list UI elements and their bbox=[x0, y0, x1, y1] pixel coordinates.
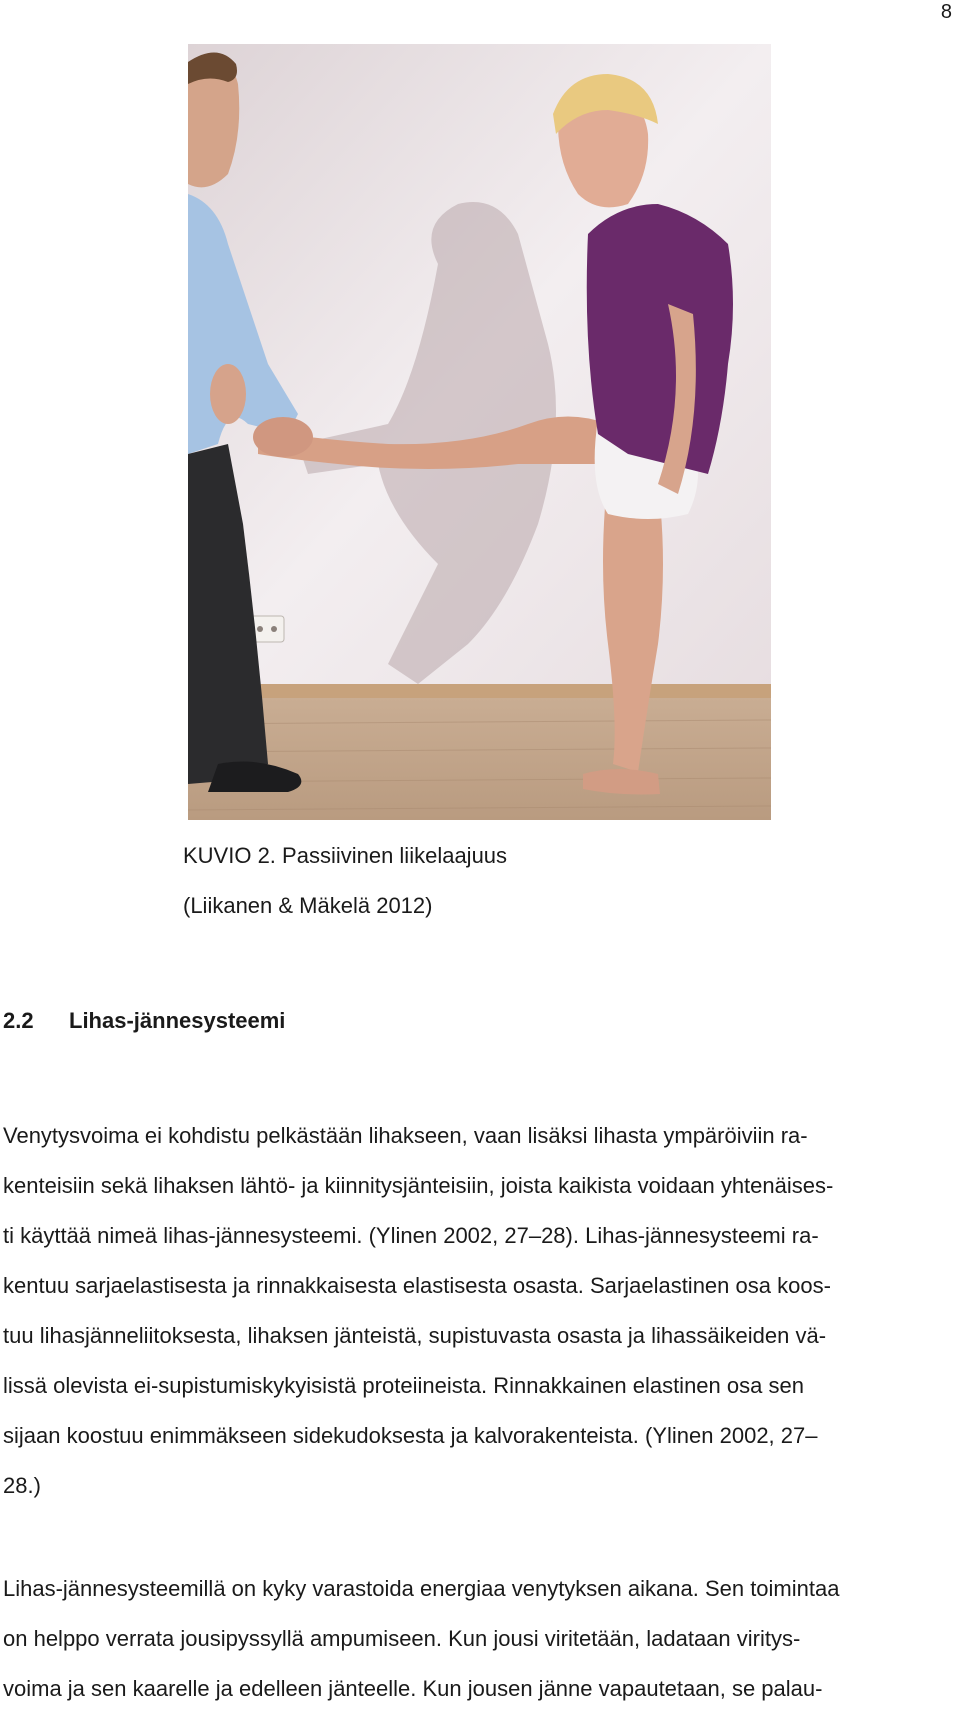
figure-caption-source: (Liikanen & Mäkelä 2012) bbox=[183, 893, 433, 918]
text-line: ti käyttää nimeä lihas-jännesysteemi. (Ylinen 2002, 27–28). Lihas-jännesysteemi ra- bbox=[3, 1223, 819, 1248]
page-number: 8 bbox=[940, 1, 952, 23]
text-line: on helppo verrata jousipyssyllä ampumiseen. Kun jousi viritetään, ladataan viritys- bbox=[3, 1626, 801, 1651]
text-line: lissä olevista ei-supistumiskykyisistä proteiineista. Rinnakkainen elastinen osa sen bbox=[3, 1373, 804, 1398]
section-title: Lihas-jännesysteemi bbox=[69, 1008, 286, 1033]
section-number: 2.2 bbox=[3, 1008, 34, 1033]
text-line: kenteisiin sekä lihaksen lähtö- ja kiinnitysjänteisiin, joista kaikista voidaan yhtenäises- bbox=[3, 1173, 834, 1198]
paragraph-2 bbox=[3, 1564, 953, 1714]
figure-photo bbox=[188, 44, 771, 820]
text-line: Venytysvoima ei kohdistu pelkästään lihakseen, vaan lisäksi lihasta ympäröiviin ra- bbox=[3, 1123, 808, 1148]
text-line: sijaan koostuu enimmäkseen sidekudoksesta ja kalvorakenteista. (Ylinen 2002, 27– bbox=[3, 1423, 818, 1448]
text-line: kentuu sarjaelastisesta ja rinnakkaisesta elastisesta osasta. Sarjaelastinen osa koos- bbox=[3, 1273, 831, 1298]
text-line: tuu lihasjänneliitoksesta, lihaksen jänteistä, supistuvasta osasta ja lihassäikeiden vä- bbox=[3, 1323, 827, 1348]
section-heading bbox=[3, 1007, 285, 1035]
paragraph-1 bbox=[3, 1111, 953, 1511]
text-line: voima ja sen kaarelle ja edelleen jänteelle. Kun jousen jänne vapautetaan, se palau- bbox=[3, 1676, 823, 1701]
figure-caption-title: KUVIO 2. Passiivinen liikelaajuus bbox=[183, 843, 508, 868]
text-line: Lihas-jännesysteemillä on kyky varastoida energiaa venytyksen aikana. Sen toimintaa bbox=[3, 1576, 840, 1601]
text-line: 28.) bbox=[3, 1473, 41, 1498]
